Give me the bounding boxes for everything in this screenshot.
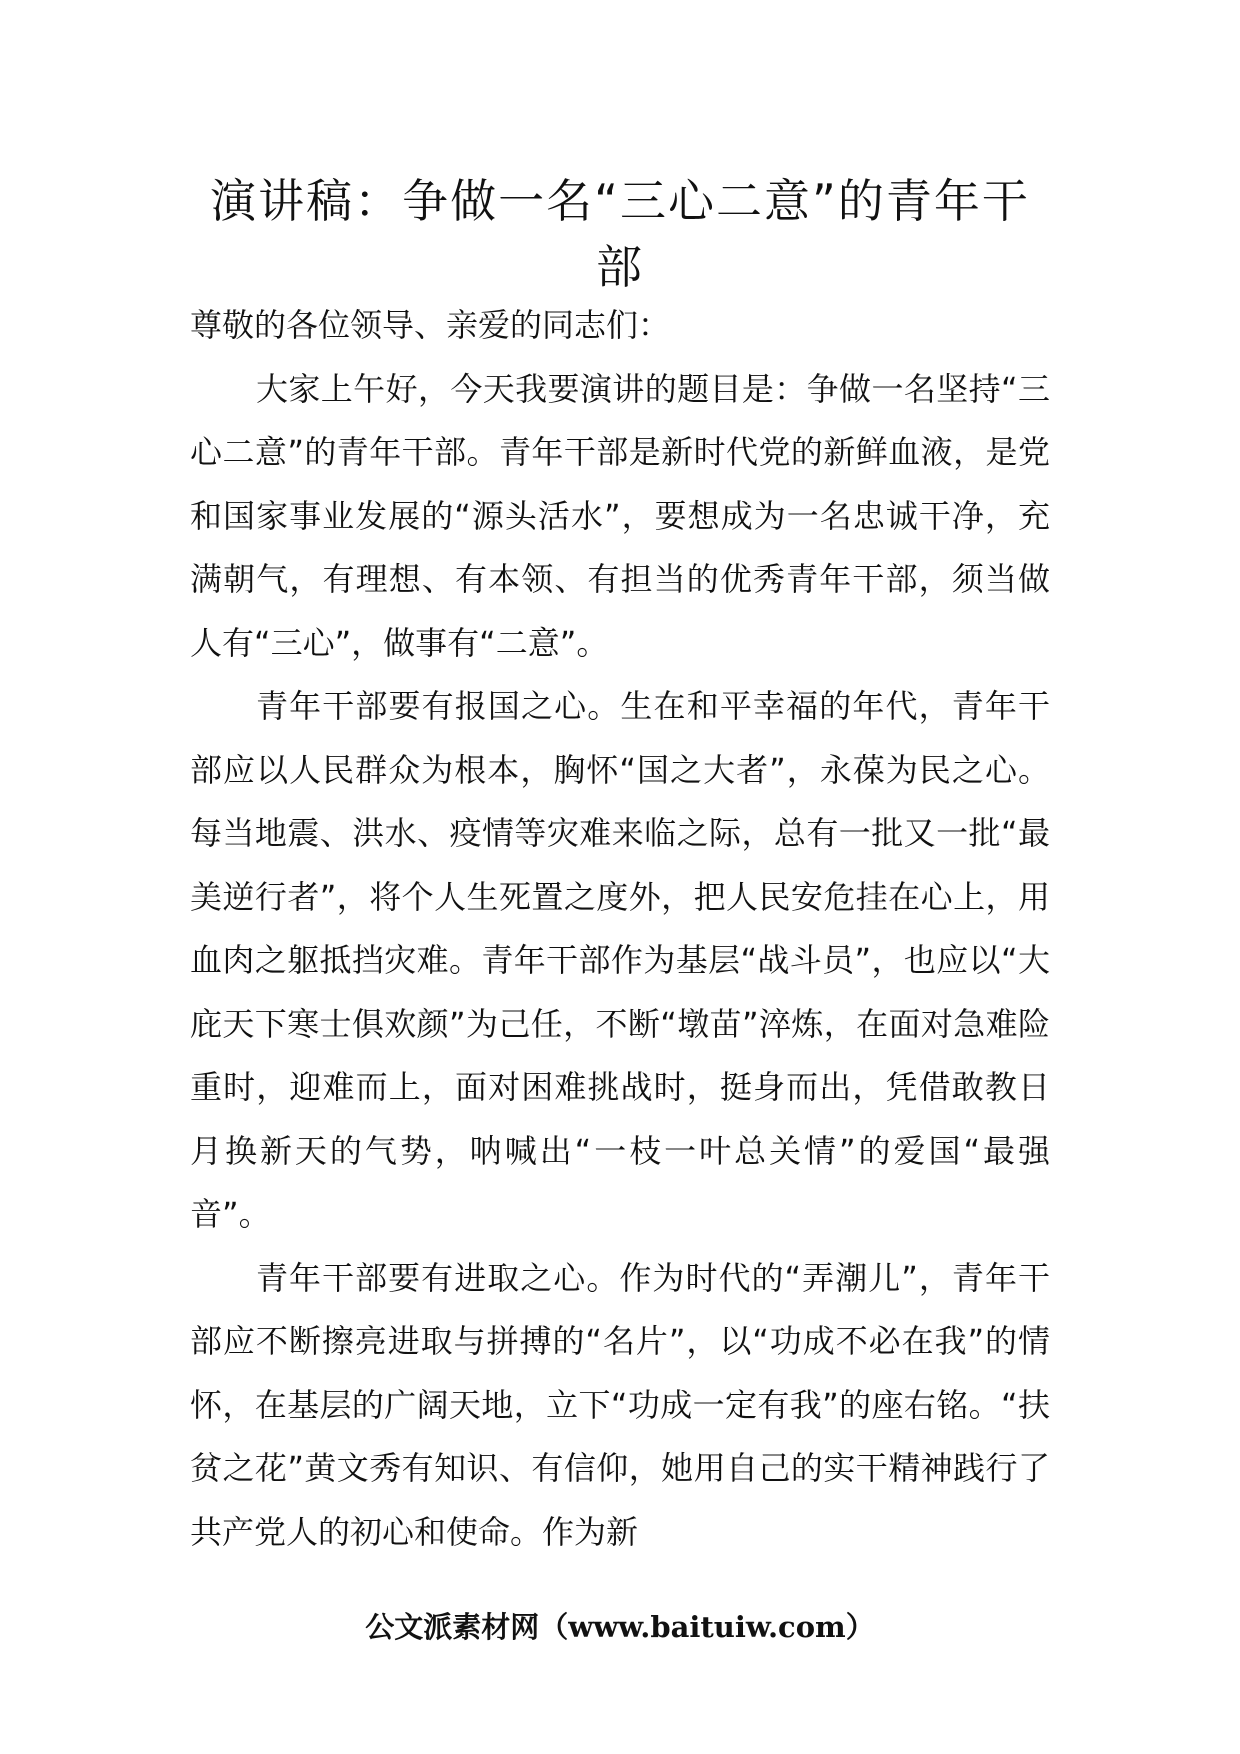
- paragraph-patriotism: 青年干部要有报国之心。生在和平幸福的年代，青年干部应以人民群众为根本，胸怀“国之大者”，永葆为民之心。每当地震、洪水、疫情等灾难来临之际，总有一批又一批“最美逆行者”，将个人生死置之度外，把人民安危挂在心上，用血肉之躯抵挡灾难。青年干部作为基层“战斗员”，也应以“大庇天下寒士俱欢颜”为己任，不断“墩苗”淬炼，在面对急难险重时，迎难而上，面对困难挑战时，挺身而出，凭借敢教日月换新天的气势，呐喊出“一枝一叶总关情”的爱国“最强音”。: [190, 687, 1050, 1233]
- document-title: 演讲稿：争做一名“三心二意”的青年干部: [210, 174, 1030, 294]
- paragraph-intro: 大家上午好，今天我要演讲的题目是：争做一名坚持“三心二意”的青年干部。青年干部是新时代党的新鲜血液，是党和国家事业发展的“源头活水”，要想成为一名忠诚干净，充满朝气，有理想、有本领、有担当的优秀青年干部，须当做人有“三心”，做事有“二意”。: [190, 369, 1050, 662]
- document-body: [190, 294, 1050, 1564]
- paragraph-enterprise: 青年干部要有进取之心。作为时代的“弄潮儿”，青年干部应不断擦亮进取与拼搏的“名片”，以“功成不必在我”的情怀，在基层的广阔天地，立下“功成一定有我”的座右铭。“扶贫之花”黄文秀有知识、有信仰，她用自己的实干精神践行了共产党人的初心和使命。作为新: [190, 1258, 1050, 1551]
- footer-watermark: 公文派素材网（www.baituiw.com）: [365, 1610, 875, 1644]
- salutation: 尊敬的各位领导、亲爱的同志们：: [190, 306, 671, 344]
